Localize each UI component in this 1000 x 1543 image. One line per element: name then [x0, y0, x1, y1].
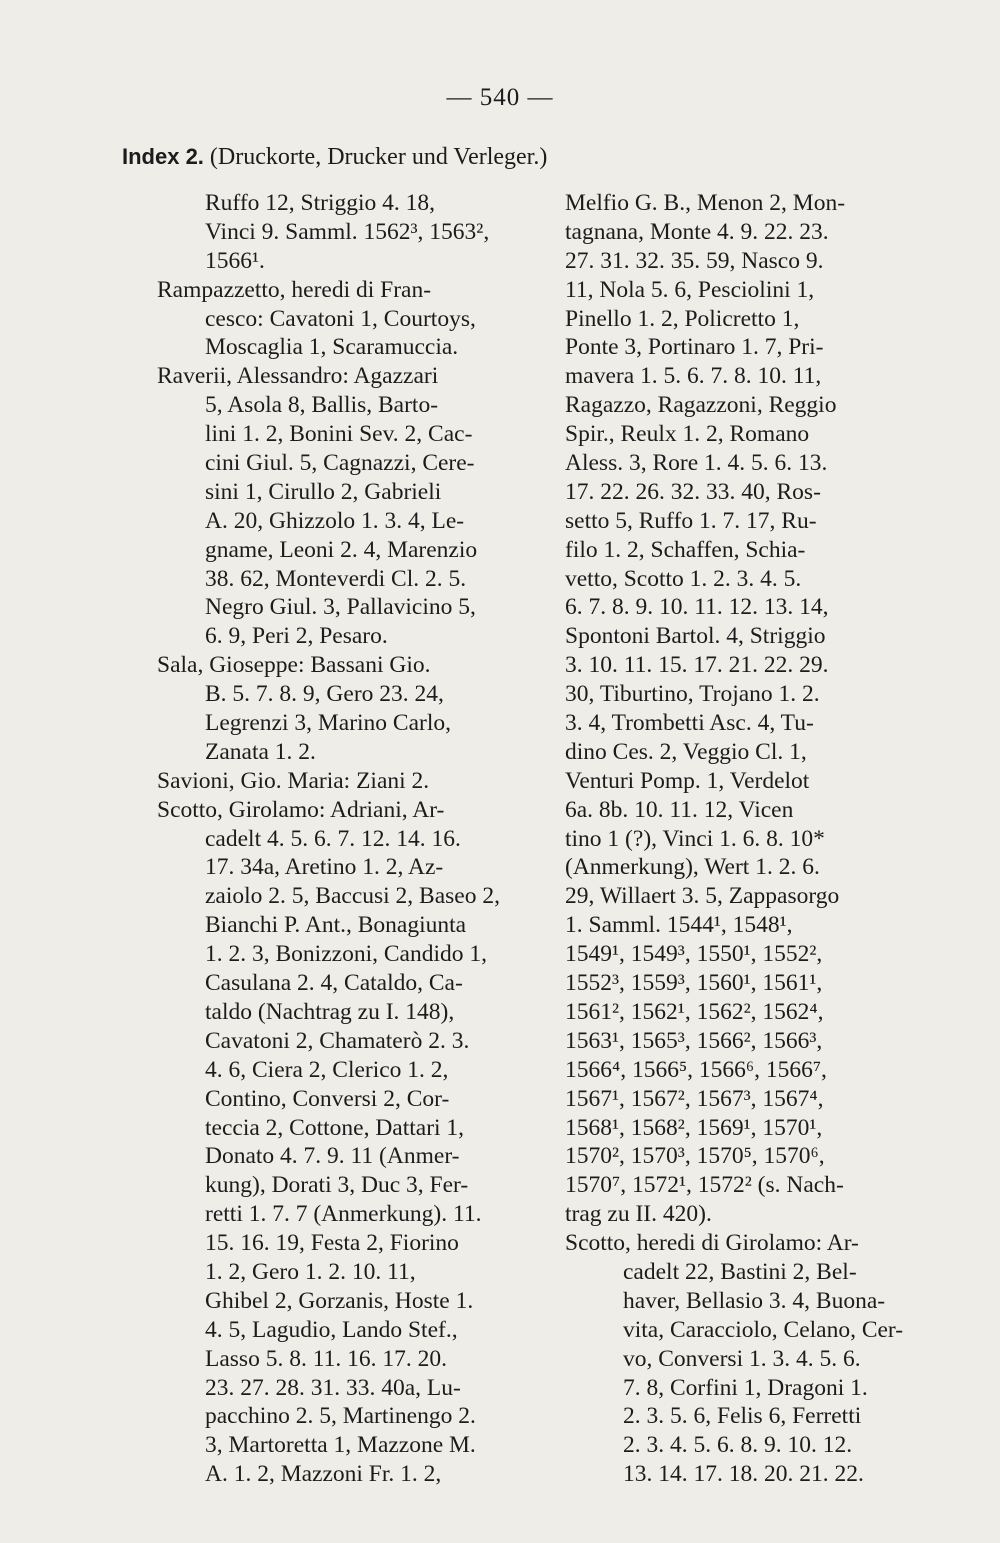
index-line: Ponte 3, Portinaro 1. 7, Pri- — [565, 334, 824, 361]
index-line: Spir., Reulx 1. 2, Romano — [565, 421, 810, 448]
index-line: Ruffo 12, Striggio 4. 18, — [205, 190, 436, 216]
index-line: sini 1, Cirullo 2, Gabrieli — [205, 478, 442, 505]
index-line: Casulana 2. 4, Cataldo, Ca- — [205, 970, 463, 997]
index-line: Spontoni Bartol. 4, Striggio — [565, 623, 826, 650]
index-line: taldo (Nachtrag zu I. 148), — [205, 998, 455, 1025]
index-line: pacchino 2. 5, Martinengo 2. — [205, 1403, 476, 1430]
index-line: Donato 4. 7. 9. 11 (Anmer- — [205, 1143, 460, 1170]
index-line: (Anmerkung), Wert 1. 2. 6. — [565, 854, 820, 881]
index-line: 1. 2, Gero 1. 2. 10. 11, — [205, 1258, 416, 1285]
index-line: 3. 4, Trombetti Asc. 4, Tu- — [565, 710, 814, 737]
index-line: teccia 2, Cottone, Dattari 1, — [205, 1114, 465, 1141]
index-line: 1567¹, 1567², 1567³, 1567⁴, — [565, 1085, 824, 1112]
index-line: 1561², 1562¹, 1562², 1562⁴, — [565, 998, 824, 1025]
index-line: 4. 6, Ciera 2, Clerico 1. 2, — [205, 1056, 449, 1083]
index-line: Negro Giul. 3, Pallavicino 5, — [205, 594, 476, 621]
index-line: 1552³, 1559³, 1560¹, 1561¹, — [565, 970, 823, 997]
index-line: 38. 62, Monteverdi Cl. 2. 5. — [205, 565, 467, 592]
index-line: cadelt 4. 5. 6. 7. 12. 14. 16. — [205, 825, 461, 852]
index-heading — [122, 144, 547, 171]
index-line: kung), Dorati 3, Duc 3, Fer- — [205, 1172, 469, 1199]
index-line: 23. 27. 28. 31. 33. 40a, Lu- — [205, 1374, 461, 1401]
index-line: zaiolo 2. 5, Baccusi 2, Baseo 2, — [205, 883, 500, 910]
index-line: Sala, Gioseppe: Bassani Gio. — [157, 652, 431, 679]
index-line: 17. 22. 26. 32. 33. 40, Ros- — [565, 478, 821, 505]
index-line: 1549¹, 1549³, 1550¹, 1552², — [565, 941, 823, 968]
index-line: 1. 2. 3, Bonizzoni, Candido 1, — [205, 941, 487, 968]
index-line: dino Ces. 2, Veggio Cl. 1, — [565, 738, 807, 765]
index-line: vita, Caracciolo, Celano, Cer- — [623, 1316, 904, 1343]
index-line: 1563¹, 1565³, 1566², 1566³, — [565, 1027, 823, 1054]
index-line: Pinello 1. 2, Policretto 1, — [565, 305, 800, 332]
index-line: Lasso 5. 8. 11. 16. 17. 20. — [205, 1345, 447, 1372]
index-line: 4. 5, Lagudio, Lando Stef., — [205, 1316, 458, 1343]
index-line: Rampazzetto, heredi di Fran- — [157, 276, 432, 303]
index-line: vetto, Scotto 1. 2. 3. 4. 5. — [565, 565, 802, 592]
index-line: tagnana, Monte 4. 9. 22. 23. — [565, 218, 829, 245]
index-line: 11, Nola 5. 6, Pesciolini 1, — [565, 276, 815, 303]
index-line: cini Giul. 5, Cagnazzi, Cere- — [205, 450, 475, 477]
index-line: vo, Conversi 1. 3. 4. 5. 6. — [623, 1345, 861, 1372]
index-line: gname, Leoni 2. 4, Marenzio — [205, 536, 478, 563]
page-number: — 540 — — [446, 84, 554, 111]
index-line: 5, Asola 8, Ballis, Barto- — [205, 392, 439, 419]
left-column — [157, 189, 547, 1489]
index-line: 13. 14. 17. 18. 20. 21. 22. — [623, 1461, 864, 1488]
index-line: lini 1. 2, Bonini Sev. 2, Cac- — [205, 421, 473, 448]
index-line: 6a. 8b. 10. 11. 12, Vicen — [565, 796, 794, 823]
index-line: 1570², 1570³, 1570⁵, 1570⁶, — [565, 1143, 825, 1170]
index-label: Index 2. — [122, 144, 204, 169]
index-line: setto 5, Ruffo 1. 7. 17, Ru- — [565, 507, 817, 534]
index-line: 3, Martoretta 1, Mazzone M. — [205, 1432, 476, 1459]
index-line: A. 1. 2, Mazzoni Fr. 1. 2, — [205, 1461, 442, 1488]
index-line: B. 5. 7. 8. 9, Gero 23. 24, — [205, 681, 444, 708]
index-line: Ragazzo, Ragazzoni, Reggio — [565, 392, 837, 419]
index-line: Scotto, Girolamo: Adriani, Ar- — [157, 796, 445, 823]
index-line: 7. 8, Corfini 1, Dragoni 1. — [623, 1374, 868, 1401]
index-line: 1. Samml. 1544¹, 1548¹, — [565, 912, 793, 939]
index-line: haver, Bellasio 3. 4, Buona- — [623, 1287, 886, 1314]
index-line: 15. 16. 19, Festa 2, Fiorino — [205, 1230, 459, 1257]
index-line: trag zu II. 420). — [565, 1201, 712, 1228]
index-line: 2. 3. 4. 5. 6. 8. 9. 10. 12. — [623, 1432, 853, 1459]
index-line: A. 20, Ghizzolo 1. 3. 4, Le- — [205, 507, 465, 534]
index-line: cesco: Cavatoni 1, Courtoys, — [205, 305, 476, 332]
index-line: Vinci 9. Samml. 1562³, 1563², — [205, 218, 490, 245]
index-line: Zanata 1. 2. — [205, 738, 316, 765]
index-line: cadelt 22, Bastini 2, Bel- — [623, 1258, 857, 1285]
index-line: Cavatoni 2, Chamaterò 2. 3. — [205, 1027, 470, 1054]
index-subtitle: (Druckorte, Drucker und Verleger.) — [209, 144, 548, 170]
index-line: Scotto, heredi di Girolamo: Ar- — [565, 1230, 859, 1257]
index-line: Melfio G. B., Menon 2, Mon- — [565, 190, 846, 216]
index-line: Ghibel 2, Gorzanis, Hoste 1. — [205, 1287, 474, 1314]
index-line: retti 1. 7. 7 (Anmerkung). 11. — [205, 1201, 482, 1228]
index-line: 29, Willaert 3. 5, Zappasorgo — [565, 883, 840, 910]
index-line: 17. 34a, Aretino 1. 2, Az- — [205, 854, 444, 881]
index-line: Legrenzi 3, Marino Carlo, — [205, 710, 452, 737]
index-line: 1566¹. — [205, 247, 265, 274]
right-column — [565, 189, 965, 1489]
index-line: Aless. 3, Rore 1. 4. 5. 6. 13. — [565, 450, 828, 477]
index-line: 30, Tiburtino, Trojano 1. 2. — [565, 681, 820, 708]
index-line: 6. 7. 8. 9. 10. 11. 12. 13. 14, — [565, 594, 829, 621]
index-line: 1568¹, 1568², 1569¹, 1570¹, — [565, 1114, 823, 1141]
index-line: Savioni, Gio. Maria: Ziani 2. — [157, 767, 430, 794]
index-line: Contino, Conversi 2, Cor- — [205, 1085, 450, 1112]
index-line: 1566⁴, 1566⁵, 1566⁶, 1566⁷, — [565, 1056, 827, 1083]
index-line: tino 1 (?), Vinci 1. 6. 8. 10* — [565, 825, 825, 852]
index-line: Raverii, Alessandro: Agazzari — [157, 363, 439, 390]
index-line: 3. 10. 11. 15. 17. 21. 22. 29. — [565, 652, 829, 679]
index-line: 6. 9, Peri 2, Pesaro. — [205, 623, 388, 650]
index-line: Venturi Pomp. 1, Verdelot — [565, 767, 810, 794]
index-line: 2. 3. 5. 6, Felis 6, Ferretti — [623, 1403, 862, 1430]
index-line: Moscaglia 1, Scaramuccia. — [205, 334, 459, 361]
index-line: 27. 31. 32. 35. 59, Nasco 9. — [565, 247, 824, 274]
index-line: filo 1. 2, Schaffen, Schia- — [565, 536, 806, 563]
index-line: mavera 1. 5. 6. 7. 8. 10. 11, — [565, 363, 822, 390]
index-line: Bianchi P. Ant., Bonagiunta — [205, 912, 467, 939]
index-line: 1570⁷, 1572¹, 1572² (s. Nach- — [565, 1172, 844, 1199]
